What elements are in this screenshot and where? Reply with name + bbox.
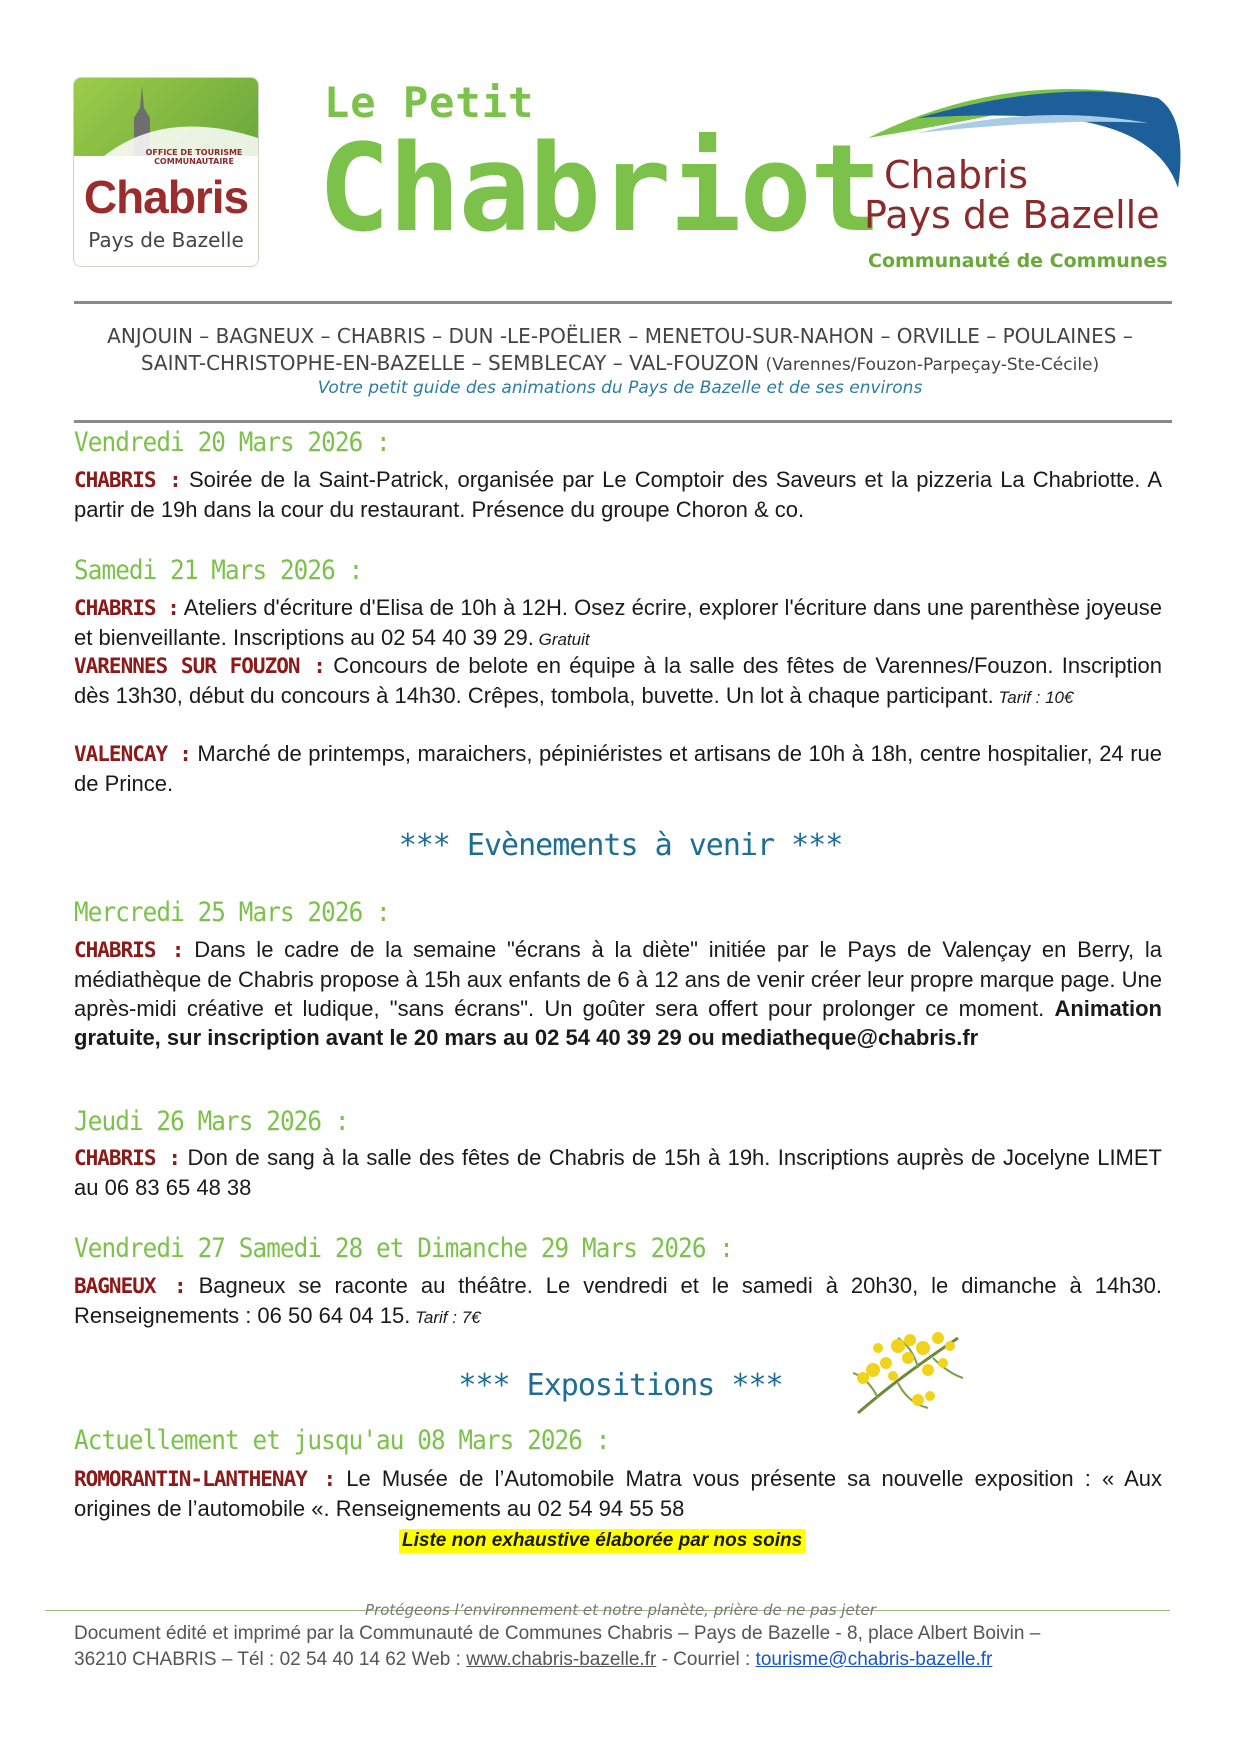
logo-office-text — [134, 148, 254, 166]
event-text: Le Musée de l’Automobile Matra vous présente sa nouvelle exposition : « Aux origines de l’automobile «. Renseignements au 02 54 94 55 58 — [74, 1466, 1163, 1521]
event-town: CHABRIS : — [74, 938, 184, 962]
event-date: Mercredi 25 Mars 2026 : — [74, 897, 390, 928]
event-town: CHABRIS : — [74, 596, 179, 620]
section-heading-upcoming: *** Evènements à venir *** — [398, 828, 843, 863]
church-icon — [74, 78, 258, 156]
event-item — [74, 1464, 1162, 1523]
event-item — [74, 651, 1162, 712]
title-small: Le Petit — [324, 78, 535, 127]
event-date: Jeudi 26 Mars 2026 : — [74, 1106, 349, 1137]
event-date: Actuellement et jusqu'au 08 Mars 2026 : — [74, 1425, 610, 1456]
event-item — [74, 739, 1162, 798]
communes-line1: ANJOUIN – BAGNEUX – CHABRIS – DUN -LE-POËLIER – MENETOU-SUR-NAHON – ORVILLE – POULAINES – — [107, 324, 1133, 348]
logo-office-line1: OFFICE DE TOURISME — [145, 148, 243, 157]
event-note: Tarif : 7€ — [410, 1308, 481, 1327]
footer-line2-a: 36210 CHABRIS – Tél : 02 54 40 14 62 Web : — [74, 1649, 467, 1670]
communes-line2-main: SAINT-CHRISTOPHE-EN-BAZELLE – SEMBLECAY – VAL-FOUZON — [140, 351, 766, 375]
event-text: Concours de belote en équipe à la salle des fêtes de Varennes/Fouzon. Inscription dès 13h30, début du concours à 14h30. Crêpes, tombola, buvette. Un lot à chaque participant. — [74, 653, 1162, 708]
logo-right-line3: Communauté de Communes — [868, 250, 1168, 272]
event-text: Marché de printemps, maraichers, pépiniéristes et artisans de 10h à 18h, centre hospitalier, 24 rue de Prince. — [74, 741, 1162, 796]
footer-protect-text: Protégeons l’environnement et notre planète, prière de ne pas jeter — [365, 1601, 876, 1619]
footer-email-link[interactable]: tourisme@chabris-bazelle.fr — [755, 1649, 993, 1670]
footer-line1: Document édité et imprimé par la Communauté de Communes Chabris – Pays de Bazelle - 8, place Albert Boivin – — [74, 1623, 1041, 1644]
communes-line2-small: (Varennes/Fouzon-Parpeçay-Ste-Cécile) — [765, 355, 1100, 375]
event-text: Don de sang à la salle des fêtes de Chabris de 15h à 19h. Inscriptions auprès de Jocelyne LIMET au 06 83 65 48 38 — [74, 1145, 1162, 1200]
subtitle: Votre petit guide des animations du Pays de Bazelle et de ses environs — [317, 378, 923, 398]
footer-line2 — [74, 1647, 1174, 1673]
footer-web-link[interactable]: www.chabris-bazelle.fr — [466, 1649, 657, 1670]
footer-text — [74, 1621, 1174, 1673]
event-date: Vendredi 27 Samedi 28 et Dimanche 29 Mars 2026 : — [74, 1233, 734, 1264]
event-text: Ateliers d'écriture d'Elisa de 10h à 12H. Osez écrire, explorer l'écriture dans une parenthèse joyeuse et bienveillante. Inscriptions au 02 54 40 39 29. — [74, 595, 1162, 650]
event-date: Samedi 21 Mars 2026 : — [74, 555, 363, 586]
logo-left-subname: Pays de Bazelle — [88, 228, 244, 252]
event-text: Soirée de la Saint-Patrick, organisée par Le Comptoir des Saveurs et la pizzeria La Chabriotte. A partir de 19h dans la cour du restaurant. Présence du groupe Choron & co. — [74, 467, 1162, 522]
event-town: BAGNEUX : — [74, 1274, 186, 1298]
event-note: Tarif : 10€ — [993, 688, 1074, 707]
header-top-rule — [74, 301, 1172, 304]
logo-right-line1: Chabris — [884, 153, 1029, 197]
event-note: Gratuit — [533, 630, 590, 649]
logo-left-name: Chabris — [83, 171, 249, 223]
event-item — [74, 935, 1162, 1052]
logo-right-line2: Pays de Bazelle — [864, 193, 1160, 237]
header-bottom-rule — [74, 420, 1172, 423]
event-town: VARENNES SUR FOUZON : — [74, 654, 325, 678]
event-text: Bagneux se raconte au théâtre. Le vendredi et le samedi à 20h30, le dimanche à 14h30. Renseignements : 06 50 64 04 15. — [74, 1273, 1162, 1328]
event-date: Vendredi 20 Mars 2026 : — [74, 427, 390, 458]
communes-line2 — [70, 351, 1170, 375]
event-item — [74, 1271, 1162, 1332]
footer-line2-b: - Courriel : — [656, 1649, 756, 1670]
event-town: ROMORANTIN-LANTHENAY : — [74, 1467, 336, 1491]
section-heading-expositions: *** Expositions *** — [458, 1368, 783, 1403]
event-town: CHABRIS : — [74, 1146, 181, 1170]
event-bold-text: Animation gratuite, sur inscription avant le 20 mars au 02 54 40 39 29 ou mediatheque@chabris.fr — [74, 996, 1162, 1050]
event-item — [74, 1143, 1162, 1202]
logo-office-line2: COMMUNAUTAIRE — [154, 157, 234, 166]
notice-highlight: Liste non exhaustive élaborée par nos soins — [399, 1529, 805, 1553]
event-town: CHABRIS : — [74, 468, 181, 492]
communaute-logo — [858, 78, 1188, 278]
event-item — [74, 465, 1162, 524]
title-big: Chabriot — [318, 120, 880, 259]
logo-green-banner — [74, 78, 258, 156]
event-text: Dans le cadre de la semaine "écrans à la diète" initiée par le Pays de Valençay en Berry, la médiathèque de Chabris propose à 15h aux enfants de 6 à 12 ans de venir créer leur propre marque page. Une après-midi créative et ludique, "sans écrans". Un goûter sera offert pour prolonger ce moment. — [74, 937, 1162, 1021]
office-tourisme-logo — [73, 77, 259, 267]
event-town: VALENCAY : — [74, 742, 191, 766]
event-item — [74, 593, 1162, 654]
